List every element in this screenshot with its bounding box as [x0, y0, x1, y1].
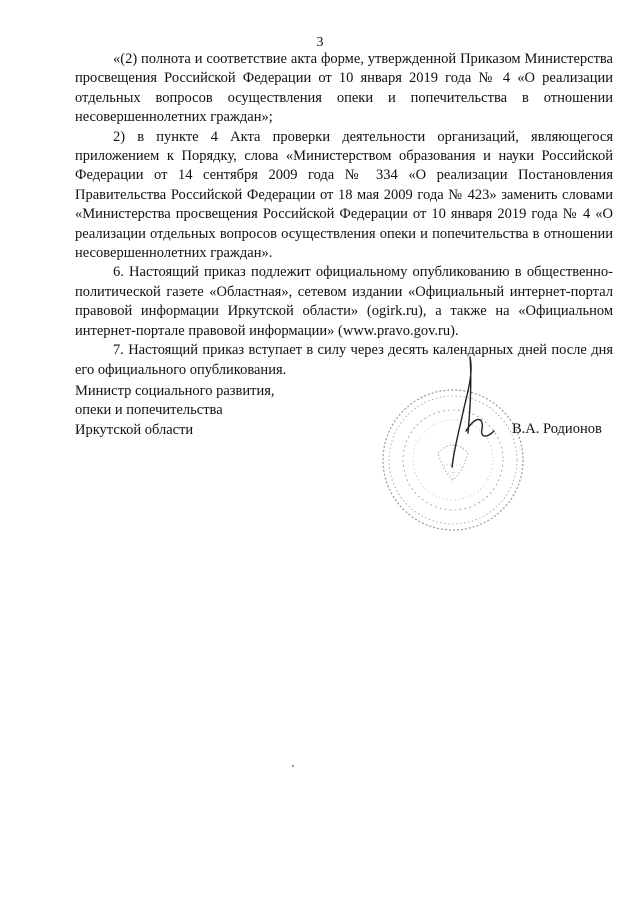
text-line: 6. Настоящий приказ подлежит официальному опубликованию в: [113, 264, 527, 281]
paragraph-subitem-2: [75, 50, 613, 128]
signer-position-line: опеки и попечительства: [75, 402, 223, 419]
text-line: приложением к Порядку, слова «Министерством образования и науки Российской: [75, 148, 613, 165]
text-line: от 10 января 2019 года № 4 «О реализации отдельных вопросов осуществления: [75, 206, 613, 242]
text-line: словами «Министерства просвещения Российской Федерации: [75, 186, 613, 223]
text-line: «(2) полнота и соответствие акта форме, утвержденной Приказом: [113, 51, 525, 67]
text-line: дня его официального опубликования.: [75, 342, 613, 378]
scan-dot-mark: [292, 765, 294, 767]
text-line: «О реализации отдельных вопросов осуществления опеки и попечительства в: [75, 70, 613, 106]
text-line: опеки и попечительства в отношении несовершеннолетних граждан».: [75, 225, 613, 262]
text-line: отношении несовершеннолетних граждан»;: [75, 89, 613, 126]
paragraph-item-7: [75, 341, 613, 380]
page-number: 3: [316, 35, 324, 50]
text-line: Федерации от 14 сентября 2009 года № 334 «О реализации Постановления: [75, 167, 613, 184]
paragraph-item-2: [75, 128, 613, 264]
paragraph-item-6: [75, 263, 613, 341]
text-line: «Официальном интернет-портале правовой информации» (www.pravo.gov.ru).: [75, 303, 613, 339]
text-line: интернет-портал правовой информации Иркутской области» (ogirk.ru), а также на: [75, 283, 613, 320]
text-line: 2) в пункте 4 Акта проверки деятельности организаций, являющегося: [113, 128, 613, 145]
text-line: Правительства Российской Федерации от 18 мая 2009 года № 423» заменить: [75, 186, 563, 203]
signer-position: [75, 382, 375, 440]
handwritten-signature: [430, 355, 510, 475]
signer-position-line: Министр социального развития,: [75, 383, 275, 399]
text-line: 7. Настоящий приказ вступает в силу через десять календарных дней после: [113, 342, 592, 359]
text-line: общественно-политической газете «Областная», сетевом издании «Официальный: [75, 264, 613, 300]
text-line: Министерства просвещения Российской Федерации от 10 января 2019 года № 4: [75, 51, 613, 87]
document-body: [75, 50, 613, 380]
signer-name: В.А. Родионов: [512, 421, 602, 437]
signer-position-line: Иркутской области: [75, 421, 194, 438]
